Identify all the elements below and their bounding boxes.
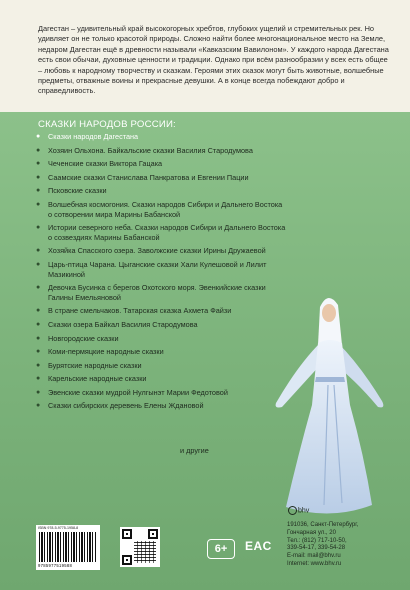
list-item: ● Бурятские народные сказки	[36, 360, 142, 370]
list-item: ● Саамские сказки Станислава Панкратова и Евгении Пации	[36, 172, 249, 182]
barcode-bars	[39, 532, 97, 562]
bullet-icon: ●	[36, 187, 41, 195]
barcode-digits: 9785977519588	[38, 563, 73, 568]
bullet-icon: ●	[36, 146, 41, 154]
bullet-icon: ●	[36, 260, 41, 268]
list-item: ● В стране смельчаков. Татарская сказка Ахмета Файзи	[36, 306, 232, 316]
bullet-icon: ●	[36, 402, 41, 410]
dagestani-woman-illustration	[268, 285, 388, 520]
and-others-note: и другие	[180, 446, 209, 455]
list-item: ● Карельские народные сказки	[36, 374, 147, 384]
bullet-icon: ●	[36, 173, 41, 181]
list-item: ● Сказки озера Байкал Василия Стародумова	[36, 319, 198, 329]
list-item: ● Хозяйка Спасского озера. Заволжские сказки Ирины Дружаевой	[36, 246, 266, 256]
publisher-logo: bhv	[288, 506, 326, 518]
bhv-logo-icon	[288, 506, 297, 515]
barcode	[36, 525, 100, 570]
bullet-icon: ●	[36, 361, 41, 369]
bullet-icon: ●	[36, 320, 41, 328]
qr-finder-pattern	[148, 529, 158, 539]
list-item: ● Чеченские сказки Виктора Гацака	[36, 159, 163, 169]
list-item: ● Волшебная космогония. Сказки народов Сибири и Дальнего Востока о сотворении мира Марины Бабанской	[36, 199, 283, 219]
list-item: ● Новгородские сказки	[36, 333, 119, 343]
bullet-icon: ●	[36, 133, 41, 140]
qr-code	[120, 527, 160, 567]
list-item: ● Псковские сказки	[36, 186, 107, 196]
age-rating-badge: 6+	[207, 539, 235, 559]
list-item: ● Девочка Бусинка с берегов Охотского моря. Эвенкийские сказки Галины Емельяновой	[36, 283, 266, 302]
list-item: ● Сказки сибирских деревень Елены Ждановой	[36, 401, 204, 411]
bullet-icon: ●	[36, 284, 41, 292]
bullet-icon: ●	[36, 388, 41, 396]
qr-finder-pattern	[122, 529, 132, 539]
bullet-icon: ●	[36, 348, 41, 356]
eac-mark: EAC	[245, 539, 272, 553]
publisher-address: 191036, Санкт-Петербург, Гончарная ул., 20 Тел.: (812) 717-10-50, 339-54-17, 339-54-28 E-mail: mail@bhv.ru Internet: www.bhv.ru	[287, 522, 359, 567]
bullet-icon: ●	[36, 200, 41, 208]
isbn-label: ISBN 978-5-9775-1958-8	[38, 526, 79, 530]
bullet-icon: ●	[36, 247, 41, 255]
list-item: ● Эвенские сказки мудрой Нулгынэт Марии Федотовой	[36, 387, 228, 397]
belt-shape	[315, 377, 345, 382]
bullet-icon: ●	[36, 375, 41, 383]
bullet-icon: ●	[36, 334, 41, 342]
face-shape	[322, 304, 336, 322]
bullet-icon: ●	[36, 224, 41, 232]
list-item: ● Истории северного неба. Сказки народов Сибири и Дальнего Востока о созвездиях Марины Бабанской	[36, 223, 286, 242]
book-description: Дагестан – удивительный край высокогорных хребтов, глубоких ущелий и стремительных рек. Но удивляет он не только красотой природы. Сложно найти более многонациональное место на Земле, недаром Дагестан ещё в древности называли «Кавказским Вавилоном». У каждого народа Дагестана есть свои обычаи, духовные ценности и традиции. Однако при всём разнообразии у всех есть общее – любовь к народному творчеству и сказкам. Героями этих сказок могут быть животные, волшебные предметы, отважные воины и прекрасные девушки. А в конце всегда побеждают добро и справедливость.	[38, 24, 389, 96]
series-heading: СКАЗКИ НАРОДОВ РОССИИ:	[38, 119, 176, 130]
list-item: ● Царь-птица Чарана. Цыганские сказки Хали Кулешовой и Лилит Мазикиной	[36, 259, 267, 279]
dress-shape	[286, 340, 372, 514]
list-item: ● Сказки народов Дагестана	[36, 132, 139, 141]
qr-finder-pattern	[122, 555, 132, 565]
list-item: ● Коми-пермяцкие народные сказки	[36, 347, 164, 357]
bullet-icon: ●	[36, 307, 41, 315]
bullet-icon: ●	[36, 160, 41, 168]
qr-modules	[134, 541, 156, 563]
series-title-list	[36, 132, 286, 415]
list-item: ● Хозяин Ольхона. Байкальские сказки Василия Стародумова	[36, 145, 253, 155]
